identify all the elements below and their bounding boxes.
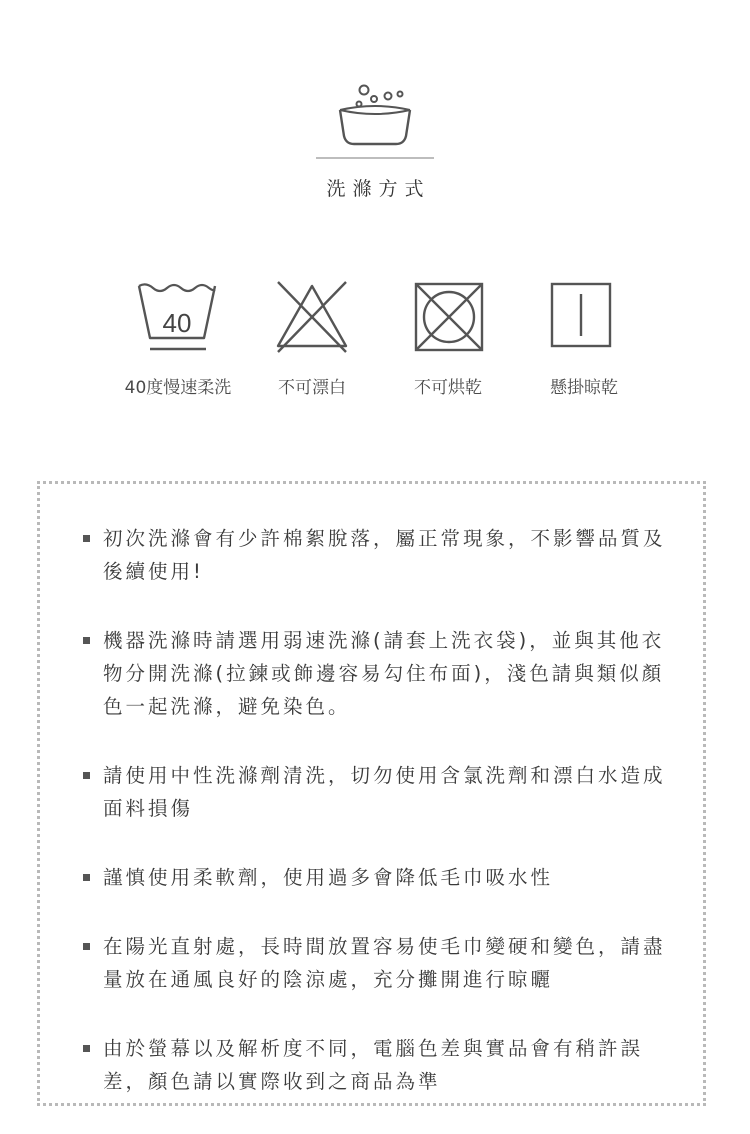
wash-40-gentle-icon	[136, 280, 218, 354]
care-label-no-bleach: 不可漂白	[278, 378, 346, 398]
list-item	[83, 861, 683, 894]
note-text: 謹慎使用柔軟劑，使用過多會降低毛巾吸水性	[103, 866, 554, 889]
bullet-icon	[83, 943, 90, 950]
care-label-wash: 40度慢速柔洗	[124, 378, 232, 398]
note-text: 初次洗滌會有少許棉絮脫落，屬正常現象，不影響品質及後續使用!	[103, 527, 666, 583]
wash-basin-icon	[336, 82, 414, 146]
list-item	[83, 930, 683, 996]
bullet-icon	[83, 1045, 90, 1052]
no-tumble-dry-icon	[412, 280, 486, 354]
no-bleach-icon	[272, 280, 352, 354]
care-label-no-tumble-dry: 不可烘乾	[414, 378, 482, 398]
header-divider	[316, 157, 434, 159]
bullet-icon	[83, 772, 90, 779]
bullet-icon	[83, 874, 90, 881]
page-title: 洗滌方式	[326, 178, 431, 200]
bullet-icon	[83, 637, 90, 644]
wash-temperature: 40	[162, 308, 192, 338]
list-item	[83, 522, 683, 588]
note-text: 請使用中性洗滌劑清洗，切勿使用含氯洗劑和漂白水造成面料損傷	[103, 764, 666, 820]
list-item	[83, 624, 683, 723]
bullet-icon	[83, 535, 90, 542]
list-item	[83, 1032, 683, 1098]
note-text: 機器洗滌時請選用弱速洗滌(請套上洗衣袋)，並與其他衣物分開洗滌(拉鍊或飾邊容易勾住布面)，淺色請與類似顏色一起洗滌，避免染色。	[103, 629, 665, 718]
note-text: 由於螢幕以及解析度不同，電腦色差與實品會有稍許誤差，顏色請以實際收到之商品為準	[103, 1037, 644, 1093]
list-item	[83, 759, 683, 825]
line-dry-icon	[549, 280, 613, 350]
care-label-line-dry: 懸掛晾乾	[550, 378, 618, 398]
note-text: 在陽光直射處，長時間放置容易使毛巾變硬和變色，請盡量放在通風良好的陰涼處，充分攤開進行晾曬	[103, 935, 666, 991]
care-notes-list	[83, 522, 683, 1134]
